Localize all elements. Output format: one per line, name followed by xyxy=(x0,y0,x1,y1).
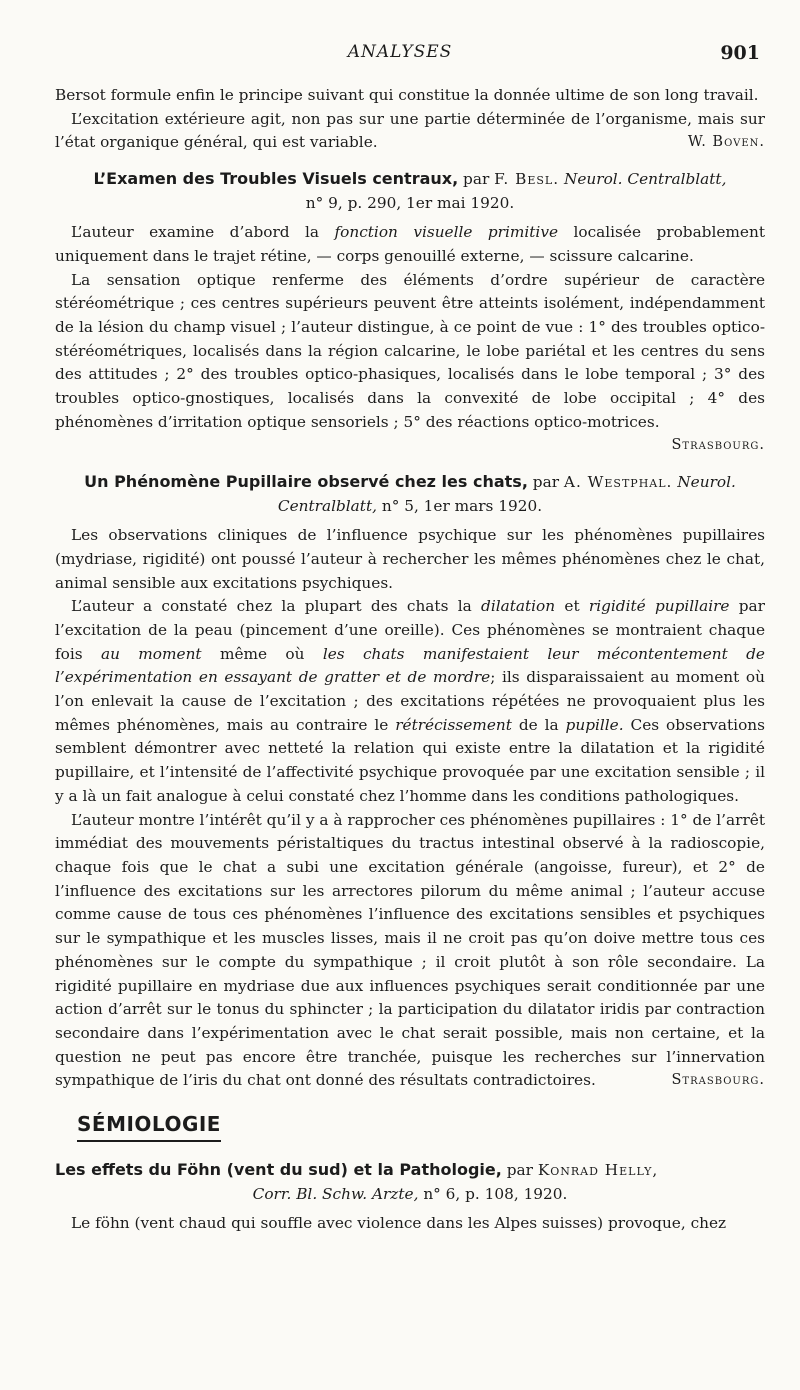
article-by: par xyxy=(532,473,560,492)
emphasis-span: fonction visuelle primitive xyxy=(334,223,559,242)
text-span: même où xyxy=(219,644,305,663)
pupillaire-paragraph-1: Les observations cliniques de l’influence psychique sur les phénomènes pupillaires (mydriase, rigidité) ont poussé l’auteur à rechercher les mêmes phénomènes chez le chat, animal sensible aux excitations psychiques. xyxy=(55,526,765,592)
text-span: localisée probablement uniquement dans le trajet rétine, — corps genouillé externe, — scissure calcarine. xyxy=(55,223,765,265)
article-reference: n° 5, 1er mars 1920. xyxy=(381,497,543,516)
article-heading-visuels xyxy=(55,167,765,215)
visuels-paragraph-2: La sensation optique renferme des éléments d’ordre supérieur de caractère stéréométrique ; ces centres supérieurs peuvent être atteints isolément, indépendamment de la lésion du champ visuel ; l’auteur distingue, à ce point de vue : 1° des troubles optico-stéréométriques, localisés dans la région calcarine, le lobe pariétal et les centres du sens des attitudes ; 2° des troubles optico-phasiques, localisés dans le lobe temporal ; 3° des troubles optico-gnostiques, localisés dans la convexité de lobe occipital ; 4° des phénomènes d’irritation optique sensoriels ; 5° des réactions optico-motrices. xyxy=(55,270,765,431)
text-span: de la xyxy=(518,715,559,734)
article-title: Un Phénomène Pupillaire observé chez les chats, xyxy=(84,472,528,492)
article-journal: Corr. Bl. Schw. Arzte, xyxy=(252,1184,419,1203)
article-journal: Neurol. xyxy=(677,473,736,492)
text-span: Ces observations semblent démontrer avec netteté la relation qui existe entre la dilatation et la rigidité pupillaire, et l’intensité de l’affectivité psychique provoquée par une excitation sensible ; il y a là un fait analogue à celui constaté chez l’homme dans les conditions pathologiques. xyxy=(55,715,765,805)
emphasis-span: rétrécissement xyxy=(395,715,512,734)
pupillaire-paragraph-2 xyxy=(55,595,765,808)
article-journal-cont: Centralblatt, xyxy=(277,497,377,516)
article-by: par xyxy=(463,170,490,189)
text-span: L’auteur examine d’abord la xyxy=(71,223,320,242)
section-title-semiologie: SÉMIOLOGIE xyxy=(77,1113,221,1142)
text-span: L’auteur a constaté chez la plupart des chats la xyxy=(71,597,472,616)
emphasis-span: au moment xyxy=(100,644,202,663)
article-journal: Neurol. Centralblatt, xyxy=(563,170,727,189)
visuels-paragraph-1 xyxy=(55,221,765,268)
emphasis-span: les chats manifestaient leur mécontentement de l’expérimentation en essayant de gratter et de mordre xyxy=(55,644,765,687)
body-text xyxy=(55,84,765,1235)
article-author: Konrad Helly, xyxy=(537,1160,659,1179)
bersot-paragraph-1: Bersot formule enfin le principe suivant qui constitue la donnée ultime de son long travail. xyxy=(55,86,759,104)
page-number: 901 xyxy=(720,42,760,64)
emphasis-span: pupille. xyxy=(565,715,624,734)
pupillaire-paragraph-3 xyxy=(55,809,765,1093)
article-reference: n° 9, p. 290, 1er mai 1920. xyxy=(305,194,515,213)
running-title: ANALYSES xyxy=(347,42,453,62)
article-author: F. Besl. xyxy=(494,170,560,189)
article-reference: n° 6, p. 108, 1920. xyxy=(423,1184,568,1203)
article-title: Les effets du Föhn (vent du sud) et la Pathologie, xyxy=(55,1159,502,1179)
bersot-paragraph-2 xyxy=(55,108,765,155)
signature-strasbourg-1: Strasbourg. xyxy=(671,437,765,454)
emphasis-span: dilatation xyxy=(481,597,556,616)
bersot-paragraph-2-text: L’excitation extérieure agit, non pas sur une partie déterminée de l’organisme, mais sur l’état organique général, qui est variable. xyxy=(55,109,765,152)
text-span: et xyxy=(564,597,580,616)
running-header xyxy=(0,42,800,72)
emphasis-span: rigidité pupillaire xyxy=(588,597,730,616)
text-span: par l’excitation de la peau (pincement d’une oreille). Ces phénomènes se montraient chaque fois xyxy=(55,597,765,663)
signature-boven: W. Boven. xyxy=(687,134,765,151)
article-title: L’Examen des Troubles Visuels centraux, xyxy=(93,169,459,189)
article-heading-fohn xyxy=(55,1158,765,1206)
article-by: par xyxy=(506,1160,533,1179)
fohn-paragraph-1: Le föhn (vent chaud qui souffle avec violence dans les Alpes suisses) provoque, chez xyxy=(71,1213,727,1232)
text-span: L’auteur montre l’intérêt qu’il y a à rapprocher ces phénomènes pupillaires : 1° de l’arrêt immédiat des mouvements péristaltiques du tractus intestinal observé à la radioscopie, chaque fois que le chat a subi une excitation générale (angoisse, fureur), et 2° de l’influence des excitations sur les arrectores pilorum du même animal ; l’auteur accuse comme cause de tous ces phénomènes l’influence des excitations sensibles et psychiques sur le sympathique et les muscles lisses, mais il ne croit pas qu’on doive mettre tous ces phénomènes sur le compte du sympathique ; il croit plutôt à son rôle secondaire. La rigidité pupillaire en mydriase due aux influences psychiques serait conditionnée par une action d’arrêt sur le tonus du sphincter ; la participation du dilatator iridis par contraction secondaire dans l’expérimentation avec le chat serait possible, mais non certaine, et la question ne peut pas encore être tranchée, puisque les recherches sur l’innervation sympathique de l’iris du chat ont donné des résultats contradictoires. xyxy=(55,810,765,1090)
article-heading-pupillaire xyxy=(55,470,765,518)
text-span: ; ils disparaissaient au moment où l’on enlevait la cause de l’excitation ; des excitations répétées ne provoquaient plus les mêmes phénomènes, mais au contraire le xyxy=(55,668,765,734)
article-author: A. Westphal. xyxy=(563,473,673,492)
signature-strasbourg-2: Strasbourg. xyxy=(671,1072,765,1089)
